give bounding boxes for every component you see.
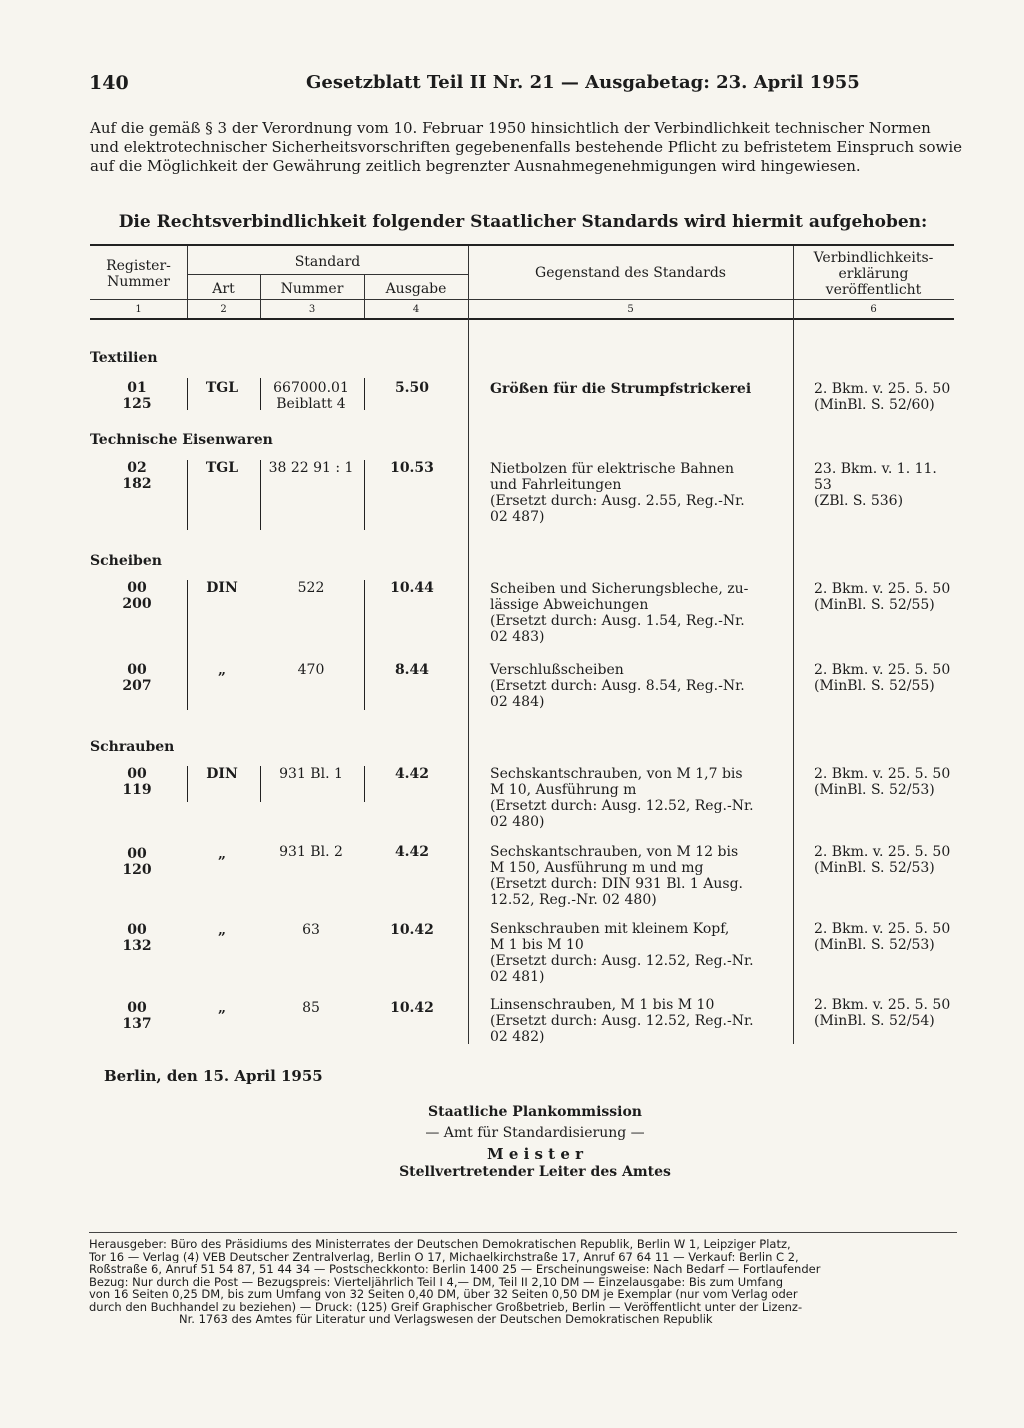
intro-line: auf die Möglichkeit der Gewährung zeitlich begrenzter Ausnahmegenehmigungen wird hingewiesen. — [90, 157, 861, 175]
signature-role: Stellvertretender Leiter des Amtes — [399, 1164, 671, 1180]
cell-ausgabe: 4.42 — [394, 844, 430, 860]
cell-gegenstand: Sechskantschrauben, von M 12 bis M 150, Ausführung m und mg (Ersetzt durch: DIN 931 Bl. 1 Ausg. 12.52, Reg.-Nr. 02 480) — [490, 844, 743, 908]
column-number: 4 — [412, 304, 420, 315]
cell-nummer: 63 — [302, 922, 320, 938]
footer-line: durch den Buchhandel zu beziehen) — Druck: (125) Greif Graphischer Großbetrieb, Berlin — Veröffentlicht unter der Lizenz- — [89, 1300, 803, 1313]
cell-register: 00 207 — [122, 662, 152, 694]
footer-line: Tor 16 — Verlag (4) VEB Deutscher Zentralverlag, Berlin O 17, Michaelkirchstraße 17, Anruf 67 64 11 — Verkauf: Berlin C 2, — [89, 1250, 799, 1263]
cell-gegenstand: Verschlußscheiben (Ersetzt durch: Ausg. 8.54, Reg.-Nr. 02 484) — [490, 662, 745, 710]
column-number: 3 — [308, 304, 316, 315]
footer-line: von 16 Seiten 0,25 DM, bis zum Umfang von 32 Seiten 0,40 DM, über 32 Seiten 0,50 DM je Exemplar (nur vom Verlag oder — [89, 1288, 798, 1301]
cell-nummer: 931 Bl. 2 — [279, 844, 343, 860]
cell-ausgabe: 10.42 — [390, 1000, 434, 1016]
cell-art: „ — [217, 662, 227, 678]
row-divider — [187, 460, 188, 530]
cell-register: 00 120 — [122, 846, 152, 878]
footer-rule — [89, 1232, 957, 1233]
header-register — [90, 258, 187, 290]
cell-verbindlichkeit: 2. Bkm. v. 25. 5. 50 (MinBl. S. 52/55) — [814, 662, 951, 694]
cell-art: „ — [217, 922, 227, 938]
cell-gegenstand: Sechskantschrauben, von M 1,7 bis M 10, Ausführung m (Ersetzt durch: Ausg. 12.52, Reg.-Nr. 02 480) — [490, 766, 754, 830]
row-divider — [364, 378, 365, 410]
header-register-line: Nummer — [107, 274, 170, 290]
header-ausgabe: Ausgabe — [385, 281, 447, 297]
category-heading: Textilien — [90, 350, 158, 366]
cell-register: 00 200 — [122, 580, 152, 612]
imprint-footer — [89, 1238, 957, 1326]
cell-register: 00 119 — [122, 766, 152, 798]
header-bottom-rule — [90, 299, 954, 300]
cell-nummer: 85 — [302, 1000, 320, 1016]
standards-table — [90, 244, 954, 1044]
footer-line: Roßstraße 6, Anruf 51 54 87, 51 44 34 — Postscheckkonto: Berlin 1400 25 — Erscheinungsweise: Nach Bedarf — Fortlaufender — [89, 1263, 821, 1276]
header-art: Art — [212, 281, 235, 297]
row-divider — [187, 378, 188, 410]
header-nummer: Nummer — [280, 281, 344, 297]
category-heading: Technische Eisenwaren — [90, 432, 273, 448]
header-standard: Standard — [294, 254, 361, 270]
footer-line: Bezug: Nur durch die Post — Bezugspreis: Vierteljährlich Teil I 4,— DM, Teil II 2,10 DM — Einzelausgabe: Bis zum Umfang — [89, 1275, 784, 1288]
row-divider — [364, 766, 365, 802]
signature-org: Staatliche Plankommission — [428, 1104, 642, 1120]
cell-verbindlichkeit: 23. Bkm. v. 1. 11. 53 (ZBl. S. 536) — [814, 461, 937, 509]
cell-art: „ — [217, 1000, 227, 1016]
column-number: 6 — [870, 304, 877, 315]
cell-register: 00 132 — [122, 922, 152, 954]
cell-gegenstand: Nietbolzen für elektrische Bahnen und Fahrleitungen (Ersetzt durch: Ausg. 2.55, Reg.-Nr. 02 487) — [490, 461, 745, 525]
intro-line: Auf die gemäß § 3 der Verordnung vom 10. Februar 1950 hinsichtlich der Verbindlichkeit technischer Normen — [90, 119, 931, 137]
signature-name: M e i s t e r — [487, 1145, 583, 1163]
cell-ausgabe: 10.44 — [390, 580, 434, 596]
cell-gegenstand: Linsenschrauben, M 1 bis M 10 (Ersetzt durch: Ausg. 12.52, Reg.-Nr. 02 482) — [490, 997, 754, 1045]
cell-art: „ — [217, 846, 227, 862]
row-divider — [187, 766, 188, 802]
subject-column-rule — [468, 318, 469, 1044]
cell-register: 00 137 — [122, 1000, 152, 1032]
row-divider — [187, 580, 188, 710]
footer-line: Nr. 1763 des Amtes für Literatur und Verlagswesen der Deutschen Demokratischen Republik — [179, 1313, 713, 1326]
cell-register: 01 125 — [122, 380, 152, 412]
cell-verbindlichkeit: 2. Bkm. v. 25. 5. 50 (MinBl. S. 52/54) — [814, 997, 951, 1029]
header-register-line: Register- — [106, 258, 171, 274]
cell-ausgabe: 8.44 — [394, 662, 430, 678]
category-heading: Scheiben — [90, 553, 162, 569]
row-divider — [364, 580, 365, 710]
cell-verbindlichkeit: 2. Bkm. v. 25. 5. 50 (MinBl. S. 52/53) — [814, 921, 951, 953]
table-top-rule — [90, 244, 954, 246]
cell-gegenstand: Scheiben und Sicherungsbleche, zu- lässige Abweichungen (Ersetzt durch: Ausg. 1.54, Reg.-Nr. 02 483) — [490, 581, 749, 645]
verbindlichkeit-column-rule — [793, 318, 794, 1044]
intro-line: und elektrotechnischer Sicherheitsvorschriften gegebenenfalls bestehende Pflicht zu befristetem Einspruch sowie — [90, 138, 962, 156]
signature-dept: — Amt für Standardisierung — — [425, 1125, 645, 1141]
header-gegenstand: Gegenstand des Standards — [535, 265, 726, 281]
cell-gegenstand: Senkschrauben mit kleinem Kopf, M 1 bis M 10 (Ersetzt durch: Ausg. 12.52, Reg.-Nr. 02 481) — [490, 921, 754, 985]
cell-art: TGL — [205, 380, 239, 396]
cell-art: DIN — [206, 580, 238, 596]
header-verb-line: erklärung — [838, 266, 909, 282]
cell-nummer: 522 — [297, 580, 325, 596]
cell-nummer: 931 Bl. 1 — [279, 766, 343, 782]
cell-ausgabe: 10.53 — [390, 460, 434, 476]
intro-paragraph — [90, 119, 962, 176]
column-number: 2 — [220, 304, 227, 315]
running-header: Gesetzblatt Teil II Nr. 21 — Ausgabetag: 23. April 1955 — [306, 72, 860, 93]
cell-verbindlichkeit: 2. Bkm. v. 25. 5. 50 (MinBl. S. 52/53) — [814, 844, 951, 876]
cell-register: 02 182 — [122, 460, 152, 492]
place-date: Berlin, den 15. April 1955 — [104, 1067, 323, 1085]
footer-line: Herausgeber: Büro des Präsidiums des Ministerrates der Deutschen Demokratischen Republik, Berlin W 1, Leipziger Platz, — [89, 1238, 791, 1251]
cell-nummer: 470 — [297, 662, 325, 678]
row-divider — [364, 460, 365, 530]
cell-nummer: 38 22 91 : 1 — [268, 460, 354, 476]
standard-subheader-rule — [187, 274, 468, 275]
header-verb-line: Verbindlichkeits- — [813, 250, 934, 266]
cell-art: DIN — [206, 766, 238, 782]
cell-verbindlichkeit: 2. Bkm. v. 25. 5. 50 (MinBl. S. 52/53) — [814, 766, 951, 798]
cell-ausgabe: 4.42 — [394, 766, 430, 782]
cell-ausgabe: 10.42 — [390, 922, 434, 938]
table-title: Die Rechtsverbindlichkeit folgender Staatlicher Standards wird hiermit aufgehoben: — [118, 212, 928, 232]
cell-nummer: 667000.01 Beiblatt 4 — [273, 380, 349, 412]
category-heading: Schrauben — [90, 739, 175, 755]
header-verbindlichkeit — [793, 250, 954, 298]
cell-ausgabe: 5.50 — [394, 380, 430, 396]
column-number-rule — [90, 318, 954, 320]
header-verb-line: veröffentlicht — [825, 282, 922, 298]
column-number: 5 — [627, 304, 634, 315]
cell-gegenstand: Größen für die Strumpfstrickerei — [490, 381, 752, 397]
cell-verbindlichkeit: 2. Bkm. v. 25. 5. 50 (MinBl. S. 52/55) — [814, 581, 951, 613]
cell-verbindlichkeit: 2. Bkm. v. 25. 5. 50 (MinBl. S. 52/60) — [814, 381, 951, 413]
cell-art: TGL — [205, 460, 239, 476]
column-number: 1 — [135, 304, 142, 315]
page-number: 140 — [89, 72, 129, 94]
